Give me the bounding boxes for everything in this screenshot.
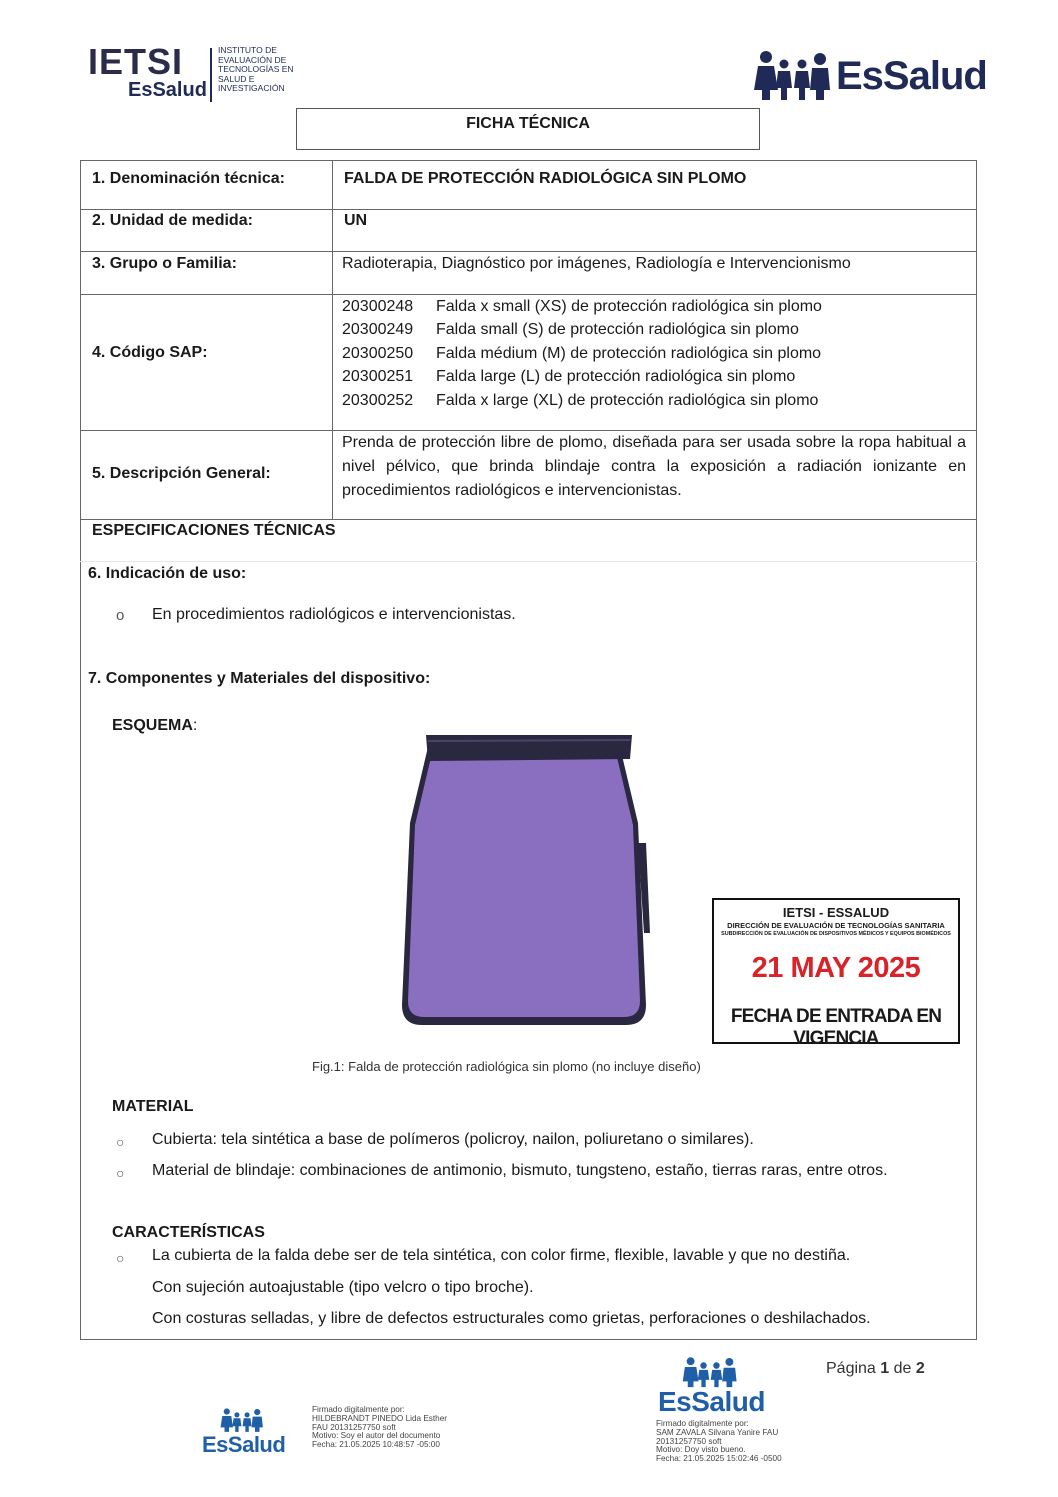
sap-code: 20300249 bbox=[342, 321, 414, 338]
label-grupo: 3. Grupo o Familia: bbox=[92, 255, 237, 272]
table-divider bbox=[332, 160, 333, 519]
sap-desc: Falda médium (M) de protección radiológica sin plomo bbox=[436, 345, 822, 362]
sig-line: Fecha: 21.05.2025 15:02:46 -0500 bbox=[656, 1454, 782, 1464]
page-total: 2 bbox=[915, 1360, 925, 1377]
ietsi-logo bbox=[88, 41, 303, 106]
sig-line: Fecha: 21.05.2025 10:48:57 -05:00 bbox=[312, 1440, 440, 1450]
section-componentes: 7. Componentes y Materiales del dispositivo: bbox=[88, 670, 431, 687]
label-unidad: 2. Unidad de medida: bbox=[92, 212, 253, 229]
sap-row bbox=[342, 342, 821, 366]
table-rule bbox=[80, 209, 977, 210]
caracteristica-item: Con sujeción autoajustable (tipo velcro o tipo broche). bbox=[152, 1279, 534, 1296]
sap-row bbox=[342, 365, 795, 389]
bullet: ○ bbox=[116, 1250, 125, 1266]
sap-desc: Falda x small (XS) de protección radiológica sin plomo bbox=[436, 298, 822, 315]
sig-line: HILDEBRANDT PINEDO Lida Esther bbox=[312, 1413, 447, 1423]
section-indicacion: 6. Indicación de uso: bbox=[88, 565, 247, 582]
caracteristicas-heading: CARACTERÍSTICAS bbox=[112, 1224, 265, 1241]
sig-line: SAM ZAVALA Silvana Yanire FAU bbox=[656, 1427, 779, 1437]
sig-line: Firmado digitalmente por: bbox=[312, 1405, 405, 1414]
table-rule bbox=[80, 561, 977, 562]
stamp-direction: DIRECCIÓN DE EVALUACIÓN DE TECNOLOGÍAS SANITARIA bbox=[727, 921, 945, 930]
caracteristica-item: Con costuras selladas, y libre de defectos estructurales como grietas, perforaciones o deshilachados. bbox=[152, 1310, 871, 1327]
family-icon bbox=[220, 1408, 264, 1432]
document-title: FICHA TÉCNICA bbox=[296, 108, 760, 150]
sig-line: Motivo: Soy el autor del documento bbox=[312, 1431, 441, 1441]
table-rule bbox=[80, 251, 977, 252]
sap-row bbox=[342, 295, 822, 319]
value-descripcion: Prenda de protección libre de plomo, diseñada para ser usada sobre la ropa habitual a nivel pélvico, que brinda blindaje contra la exposición a radiación ionizante en procedimientos radiológicos e intervencionistas. bbox=[342, 434, 966, 499]
caracteristica-item: La cubierta de la falda debe ser de tela sintética, con color firme, flexible, lavable y que no destiña. bbox=[152, 1247, 851, 1264]
sap-desc: Falda small (S) de protección radiológica sin plomo bbox=[436, 321, 799, 338]
material-item: Cubierta: tela sintética a base de polímeros (policroy, nailon, poliuretano o similares). bbox=[152, 1131, 754, 1148]
sig-line: Motivo: Doy visto bueno. bbox=[656, 1445, 746, 1455]
bullet: o bbox=[116, 607, 125, 624]
sig-line: Firmado digitalmente por: bbox=[656, 1419, 749, 1428]
page-current: 1 bbox=[880, 1360, 890, 1377]
ietsi-description: INSTITUTO DE EVALUACIÓN DE TECNOLOGÍAS EN SALUD E INVESTIGACIÓN bbox=[218, 45, 294, 94]
table-rule bbox=[80, 519, 977, 520]
value-unidad: UN bbox=[344, 212, 368, 229]
figure-caption: Fig.1: Falda de protección radiológica sin plomo (no incluye diseño) bbox=[312, 1059, 701, 1074]
sap-code: 20300251 bbox=[342, 368, 414, 385]
sap-row bbox=[342, 389, 818, 413]
value-denominacion: FALDA DE PROTECCIÓN RADIOLÓGICA SIN PLOMO bbox=[344, 170, 747, 187]
sap-code: 20300252 bbox=[342, 392, 414, 409]
bullet: ○ bbox=[116, 1134, 125, 1150]
essalud-footer-logo-right bbox=[656, 1356, 766, 1420]
family-icon bbox=[682, 1356, 738, 1388]
skirt-image bbox=[388, 733, 660, 1033]
page-number bbox=[826, 1360, 925, 1378]
table-rule bbox=[80, 160, 977, 161]
stamp-caption: FECHA DE ENTRADA EN VIGENCIA bbox=[730, 1006, 942, 1049]
bullet: ○ bbox=[116, 1165, 125, 1181]
value-grupo: Radioterapia, Diagnóstico por imágenes, Radiología e Intervencionismo bbox=[342, 255, 851, 272]
sig-line: 20131257750 soft bbox=[656, 1436, 722, 1446]
sap-desc: Falda x large (XL) de protección radiológica sin plomo bbox=[436, 392, 819, 409]
page-separator: de bbox=[889, 1360, 916, 1377]
essalud-wordmark: EsSalud bbox=[202, 1432, 286, 1457]
stamp-subdirection: SUBDIRECCIÓN DE EVALUACIÓN DE DISPOSITIVOS MÉDICOS Y EQUIPOS BIOMÉDICOS bbox=[721, 931, 951, 937]
label-codigo-sap: 4. Código SAP: bbox=[92, 344, 208, 361]
sap-code: 20300248 bbox=[342, 298, 414, 315]
digital-signature-1 bbox=[312, 1406, 447, 1450]
esquema-label bbox=[112, 717, 197, 735]
stamp-date: 21 MAY 2025 bbox=[751, 952, 921, 984]
essalud-logo bbox=[754, 50, 987, 106]
material-heading: MATERIAL bbox=[112, 1098, 194, 1115]
essalud-wordmark: EsSalud bbox=[836, 54, 987, 98]
label-denominacion: 1. Denominación técnica: bbox=[92, 170, 285, 187]
material-item: Material de blindaje: combinaciones de antimonio, bismuto, tungsteno, estaño, tierras raras, entre otros. bbox=[152, 1162, 888, 1179]
digital-signature-2 bbox=[656, 1420, 782, 1464]
family-icon bbox=[754, 50, 832, 102]
sap-row bbox=[342, 318, 799, 342]
specs-heading: ESPECIFICACIONES TÉCNICAS bbox=[92, 522, 336, 539]
esquema-title: ESQUEMA bbox=[112, 717, 193, 734]
label-descripcion: 5. Descripción General: bbox=[92, 465, 271, 482]
validity-stamp bbox=[712, 898, 960, 1049]
sig-line: FAU 20131257750 soft bbox=[312, 1422, 396, 1432]
esquema-colon: : bbox=[192, 717, 198, 734]
logo-divider bbox=[210, 48, 212, 102]
essalud-wordmark: EsSalud bbox=[658, 1386, 765, 1417]
stamp-title: IETSI - ESSALUD bbox=[782, 905, 890, 920]
sap-code: 20300250 bbox=[342, 345, 414, 362]
indicacion-item: En procedimientos radiológicos e intervencionistas. bbox=[152, 606, 516, 623]
sap-desc: Falda large (L) de protección radiológica sin plomo bbox=[436, 368, 796, 385]
ietsi-wordmark: IETSI bbox=[88, 41, 184, 82]
essalud-footer-logo-left bbox=[200, 1408, 284, 1460]
page-prefix: Página bbox=[826, 1360, 881, 1377]
ietsi-essalud-wordmark: EsSalud bbox=[128, 79, 207, 101]
